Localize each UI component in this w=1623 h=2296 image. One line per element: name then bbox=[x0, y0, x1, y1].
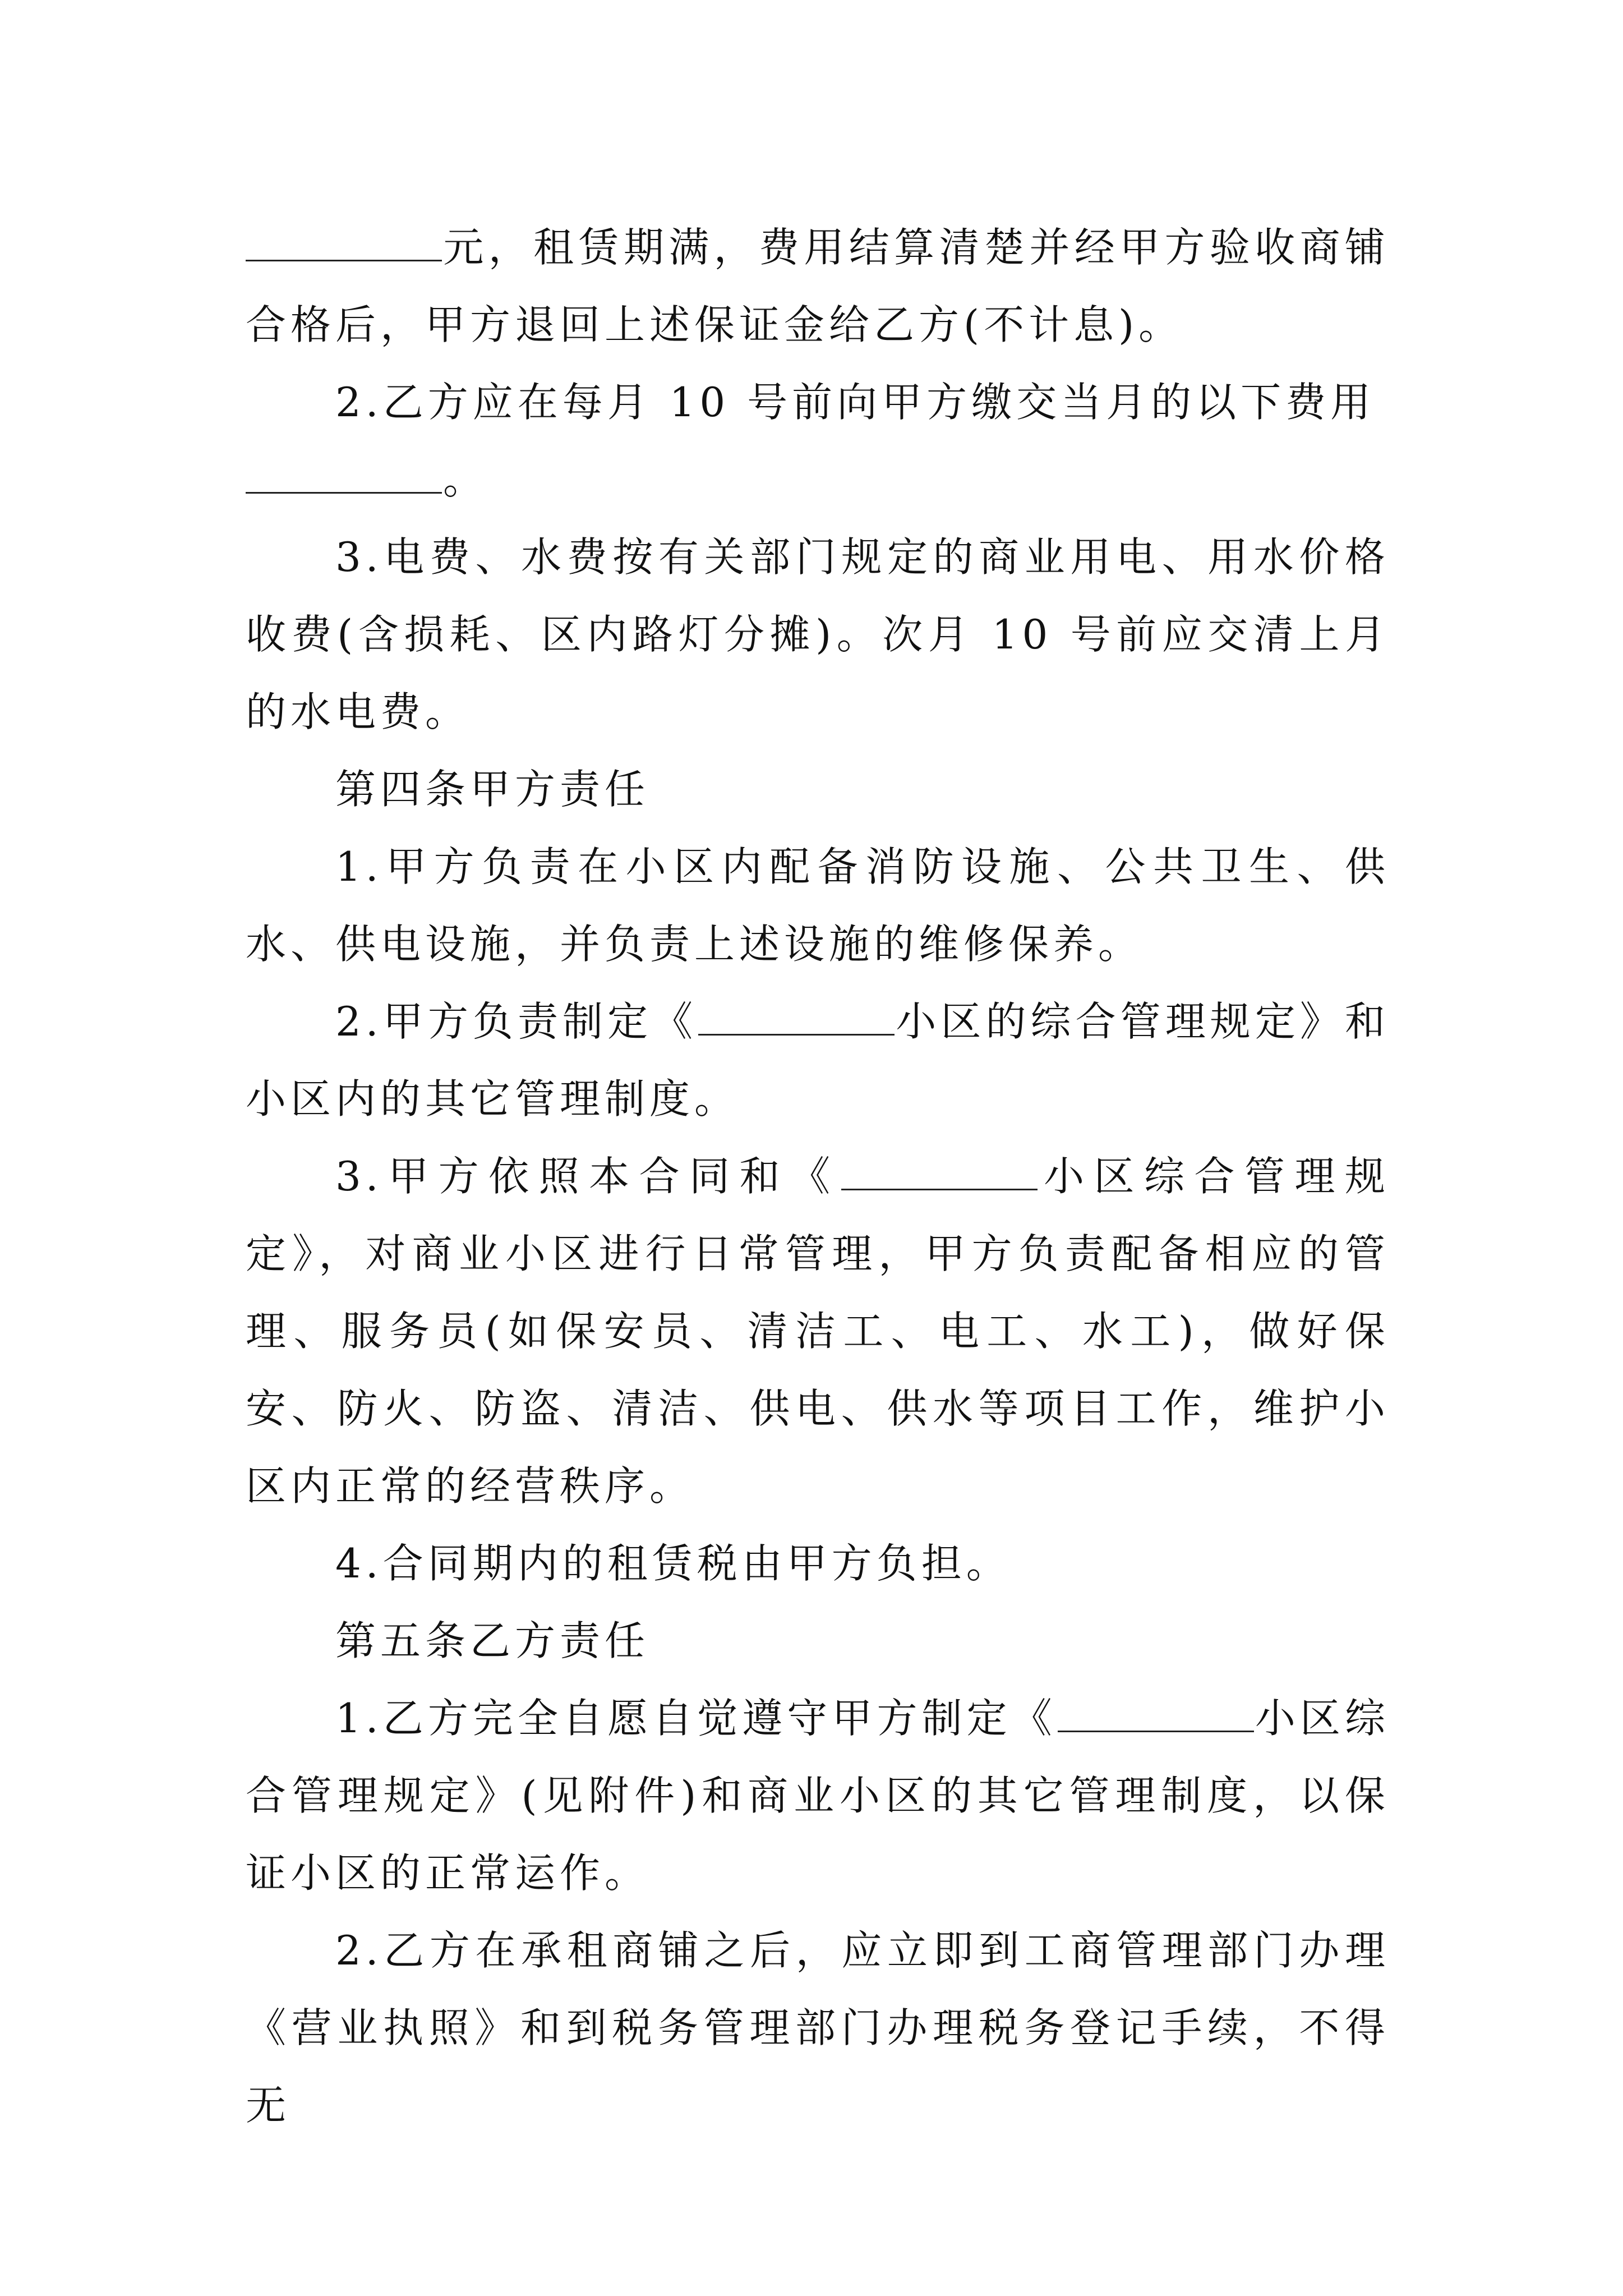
paragraph-party-b-license: 2.乙方在承租商铺之后，应立即到工商管理部门办理《营业执照》和到税务管理部门办理税务登记手续，不得无 bbox=[246, 1927, 1390, 2129]
paragraph-text: 小区综合管理规定》(见附件)和商业小区的其它管理制度，以保证小区的正常运作。 bbox=[246, 1695, 1390, 1897]
fill-in-blank bbox=[841, 1155, 1038, 1190]
fill-in-blank bbox=[1058, 1697, 1254, 1732]
paragraph-text: 1.乙方完全自愿自觉遵守甲方制定《 bbox=[335, 1695, 1057, 1742]
paragraph-party-a-management bbox=[246, 1138, 1390, 1525]
paragraph-party-a-facilities: 1.甲方负责在小区内配备消防设施、公共卫生、供水、供电设施，并负责上述设施的维修保养。 bbox=[246, 843, 1390, 968]
paragraph-deposit-return bbox=[246, 209, 1390, 364]
paragraph-text: 2.甲方负责制定《 bbox=[335, 998, 698, 1045]
paragraph-text: 。 bbox=[443, 456, 488, 503]
article-heading-party-b: 第五条乙方责任 bbox=[335, 1617, 650, 1664]
fill-in-blank bbox=[246, 226, 442, 261]
paragraph-text: 2.乙方应在每月 10 号前向甲方缴交当月的以下费用 bbox=[335, 379, 1376, 426]
paragraph-text: 3.甲方依照本合同和《 bbox=[335, 1153, 840, 1200]
paragraph-utility-fees: 3.电费、水费按有关部门规定的商业用电、用水价格收费(含损耗、区内路灯分摊)。次月 10 号前应交清上月的水电费。 bbox=[246, 533, 1390, 735]
paragraph-text: 元，租赁期满，费用结算清楚并经甲方验收商铺合格后，甲方退回上述保证金给乙方(不计息)。 bbox=[246, 224, 1390, 348]
paragraph-party-b-compliance bbox=[246, 1680, 1390, 1912]
paragraph-party-a-rules bbox=[246, 983, 1390, 1138]
fill-in-blank bbox=[698, 1000, 895, 1036]
paragraph-text: 小区的综合管理规定》和小区内的其它管理制度。 bbox=[246, 998, 1390, 1122]
paragraph-monthly-fees bbox=[246, 364, 1390, 518]
fill-in-blank bbox=[246, 458, 442, 494]
paragraph-party-a-tax: 4.合同期内的租赁税由甲方负担。 bbox=[335, 1540, 1011, 1587]
document-body bbox=[246, 209, 1390, 2144]
paragraph-text: 小区综合管理规定》，对商业小区进行日常管理，甲方负责配备相应的管理、服务员(如保安员、清洁工、电工、水工)，做好保安、防火、防盗、清洁、供电、供水等项目工作，维护小区内正常的经营秩序。 bbox=[246, 1153, 1390, 1510]
article-heading-party-a: 第四条甲方责任 bbox=[335, 766, 650, 813]
